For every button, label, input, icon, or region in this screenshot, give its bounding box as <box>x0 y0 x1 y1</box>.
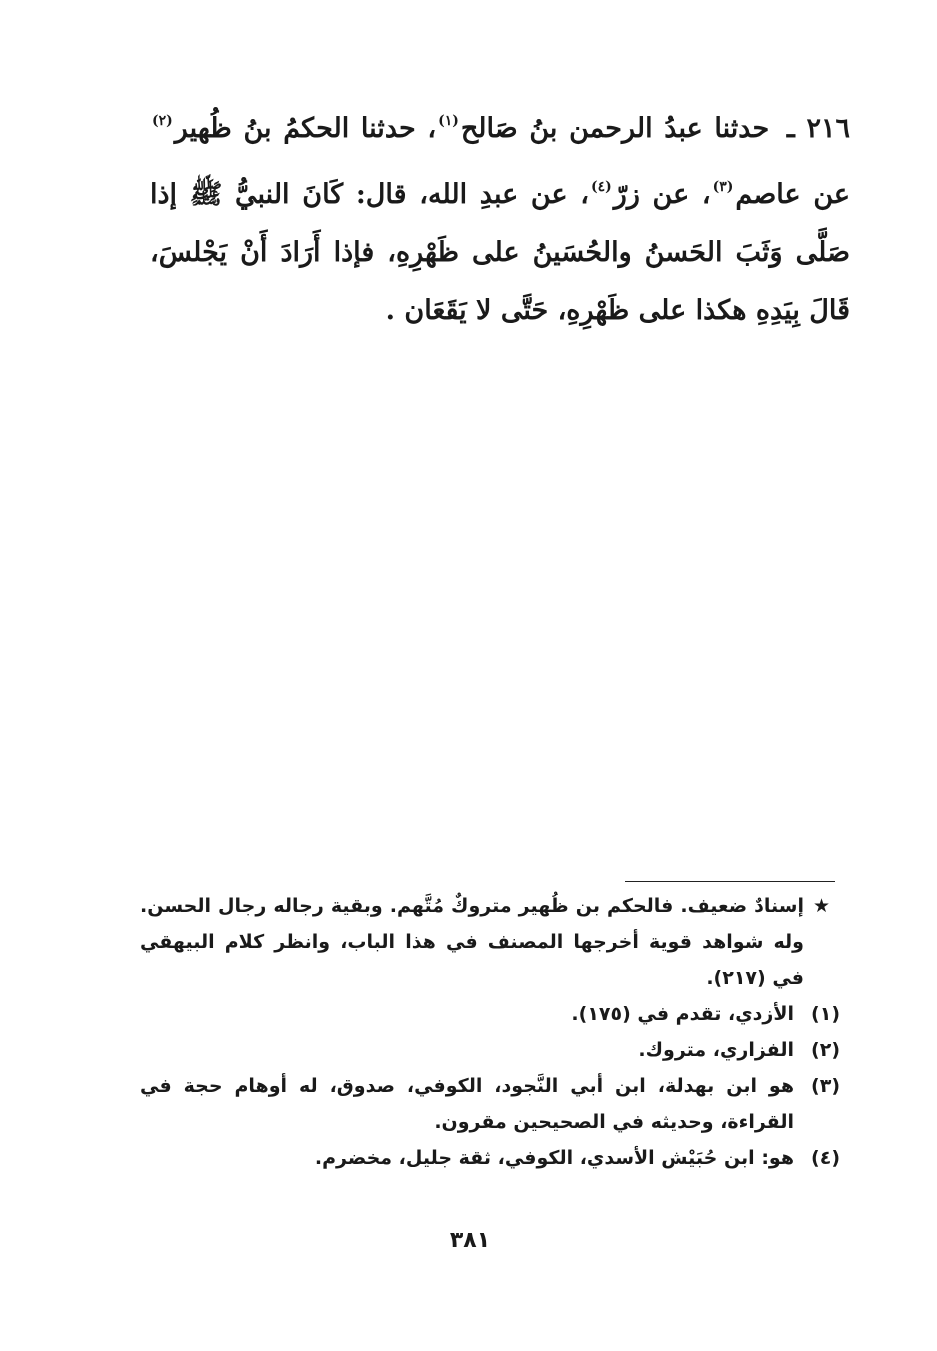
footnote-marker: (١) <box>811 1003 840 1025</box>
footnote-marker: (٢) <box>811 1039 840 1061</box>
hadith-text <box>150 92 850 340</box>
hadith-segment: حدثنا عبدُ الرحمن بنُ صَالح <box>460 113 770 144</box>
footnote-text: هو: ابن حُبَيْش الأسدي، الكوفي، ثقة جليل، مخضرم. <box>314 1147 794 1169</box>
footnote-text: هو ابن بهدلة، ابن أبي النَّجود، الكوفي، صدوق، له أوهام حجة في القراءة، وحديثه في الصحيحين مقرون. <box>140 1075 794 1133</box>
footnote-item <box>140 888 840 996</box>
hadith-segment: ، عن عبدِ الله، قال: كَانَ النبيُّ ﷺ إذا صَلَّى وَثَبَ الحَسنُ والحُسَينُ على ظَهْرِهِ، فإذا أَرَادَ أَنْ يَجْلسَ، قَالَ بِيَدِهِ هكذا على ظَهْرِهِ، حَتَّى لا يَقَعَان . <box>150 179 850 326</box>
hadith-segment: ، عن زرّ <box>613 179 711 210</box>
footnote-text: الفزاري، متروك. <box>638 1039 794 1061</box>
footnote-divider <box>625 881 835 882</box>
footnote-item <box>140 1068 840 1140</box>
footnote-ref[interactable]: (١) <box>438 113 459 129</box>
footnote-ref[interactable]: (٣) <box>712 179 734 195</box>
hadith-segment: عن عاصم <box>735 179 850 210</box>
hadith-number: ٢١٦ ـ <box>786 113 851 144</box>
footnotes-section <box>140 888 840 1176</box>
footnote-item <box>140 1140 840 1176</box>
page-number: ٣٨١ <box>449 1228 491 1253</box>
footnote-text: الأزدي، تقدم في (١٧٥). <box>571 1003 794 1025</box>
footnote-marker: (٤) <box>811 1147 840 1169</box>
footnote-ref[interactable]: (٢) <box>152 113 173 129</box>
hadith-segment: ، حدثنا الحكمُ بنُ ظُهير <box>174 113 437 144</box>
star-icon: ★ <box>812 895 830 917</box>
footnote-marker: (٣) <box>811 1075 840 1097</box>
footnote-text: إسنادٌ ضعيف. فالحكم بن ظُهير متروكٌ مُتَّهم. وبقية رجاله رجال الحسن. وله شواهد قوية أخرجها المصنف في هذا الباب، وانظر كلام البيهقي في (٢١٧). <box>140 895 804 989</box>
footnote-item <box>140 996 840 1032</box>
footnote-ref[interactable]: (٤) <box>591 179 612 195</box>
footnote-item <box>140 1032 840 1068</box>
